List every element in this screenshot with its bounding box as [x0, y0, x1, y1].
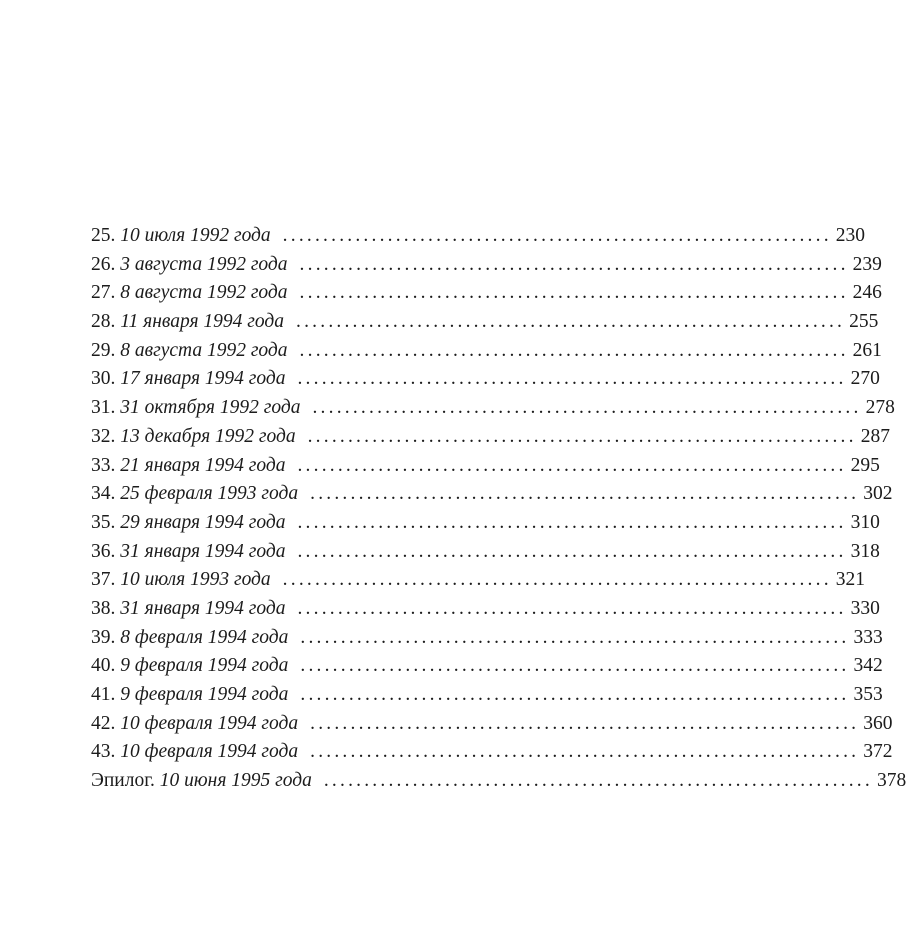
toc-entry-label: [91, 538, 285, 567]
toc-entry-title: 29 января 1994 года: [120, 511, 286, 533]
toc-entry-page: 360: [863, 712, 893, 734]
toc-entry-title: 21 января 1994 года: [120, 454, 286, 476]
toc-entry-title: 10 июля 1993 года: [120, 569, 271, 591]
toc-entry-page: 378: [876, 770, 906, 792]
dot-leader: ....................................................................: [299, 253, 849, 275]
toc-entry-number: 36.: [91, 540, 116, 562]
toc-entry-number: 30.: [91, 368, 116, 390]
dot-leader: ....................................................................: [307, 425, 857, 447]
toc-entry: [91, 337, 882, 366]
toc-entry: [91, 681, 883, 710]
toc-entry-page: 321: [835, 569, 866, 591]
toc-entry-page: 333: [853, 626, 883, 648]
toc-entry-title: 3 августа 1992 года: [120, 253, 288, 275]
toc-entry-page: 353: [853, 684, 883, 705]
toc-entry-number: 40.: [91, 655, 116, 677]
toc-entry-label: [91, 738, 298, 767]
toc-entry-number: 34.: [91, 483, 116, 505]
toc-entry-page: 372: [863, 741, 893, 763]
toc-entry-label: [91, 423, 296, 452]
toc-entry-number: 41.: [91, 684, 116, 705]
toc-entry-number: 28.: [91, 311, 116, 333]
toc-entry-title: 10 июля 1992 года: [120, 225, 271, 246]
toc-entry-number: 43.: [91, 741, 116, 763]
toc-entry-number: 26.: [91, 253, 116, 275]
toc-entry-label: [91, 509, 285, 538]
toc-entry-number: 42.: [91, 712, 116, 734]
dot-leader: ....................................................................: [310, 712, 860, 734]
toc-entry-page: 295: [850, 454, 880, 476]
toc-entry: [91, 738, 893, 767]
toc-entry: [91, 251, 882, 280]
toc-entry-label: [91, 480, 298, 509]
toc-entry-label: [91, 710, 298, 739]
toc-entry-title: 17 января 1994 года: [120, 368, 286, 390]
toc-entry-title: 10 февраля 1994 года: [120, 741, 299, 763]
toc-entry-page: 255: [849, 311, 879, 333]
toc-entry: [91, 509, 880, 538]
toc-entry-label: [91, 251, 288, 280]
toc-entry: [91, 452, 880, 481]
dot-leader: ....................................................................: [323, 770, 873, 792]
toc-entry-title: 9 февраля 1994 года: [120, 655, 289, 677]
dot-leader: ....................................................................: [297, 511, 847, 533]
toc-entry-page: 270: [850, 368, 880, 390]
toc-entry: [91, 595, 880, 624]
toc-entry-page: 278: [865, 397, 895, 419]
toc-entry-page: 302: [863, 483, 893, 505]
dot-leader: ....................................................................: [299, 282, 849, 304]
toc-entry-number: 33.: [91, 454, 116, 476]
toc-entry-title: 10 июня 1995 года: [159, 770, 312, 792]
toc-entry-label: [91, 624, 288, 653]
dot-leader: ....................................................................: [310, 483, 860, 505]
toc-entry-number: 27.: [91, 282, 116, 304]
toc-entry-number: 38.: [91, 597, 116, 619]
toc-entry-title: 9 февраля 1994 года: [120, 684, 289, 705]
toc-entry: [91, 566, 866, 595]
toc-entry-label: [91, 222, 271, 251]
toc-entry-title: 25 февраля 1993 года: [120, 483, 299, 505]
dot-leader: ....................................................................: [299, 339, 849, 361]
toc-entry-page: 287: [860, 425, 890, 447]
dot-leader: ....................................................................: [300, 684, 850, 705]
toc-entry-title: 8 августа 1992 года: [120, 339, 288, 361]
dot-leader: ....................................................................: [296, 311, 846, 333]
toc-entry-label: [91, 681, 288, 710]
toc-entry: [91, 222, 866, 251]
dot-leader: ....................................................................: [312, 397, 862, 419]
toc-entry-label: [91, 279, 288, 308]
toc-entry: [91, 538, 880, 567]
toc-entry-number: 37.: [91, 569, 116, 591]
toc-entry-label: [91, 365, 285, 394]
toc-entry-title: 31 января 1994 года: [120, 597, 286, 619]
toc-entry: [91, 423, 890, 452]
toc-entry-label: [91, 566, 271, 595]
toc-entry-page: 342: [853, 655, 883, 677]
toc-entry-label: [91, 595, 285, 624]
toc-entry-title: 10 февраля 1994 года: [120, 712, 299, 734]
toc-entry: [91, 308, 879, 337]
toc-entry: [91, 279, 882, 308]
toc-entry-number: 39.: [91, 626, 116, 648]
toc-entry-number: 32.: [91, 425, 116, 447]
dot-leader: ....................................................................: [282, 225, 832, 246]
toc-entry-label: [91, 767, 312, 796]
toc-entry-page: 239: [852, 253, 882, 275]
toc-entry-page: 261: [852, 339, 882, 361]
dot-leader: ....................................................................: [297, 540, 847, 562]
toc-entry-label: [91, 652, 288, 681]
toc-entry: [91, 394, 895, 423]
dot-leader: ....................................................................: [282, 569, 832, 591]
toc-entry-title: 11 января 1994 года: [120, 311, 285, 333]
toc-entry: [91, 365, 880, 394]
toc-entry-page: 310: [850, 511, 880, 533]
toc-entry: [91, 710, 893, 739]
dot-leader: ....................................................................: [310, 741, 860, 763]
toc-entry-number: 29.: [91, 339, 116, 361]
toc-entry-number: Эпилог.: [91, 770, 155, 792]
table-of-contents: [91, 222, 906, 796]
toc-entry-number: 35.: [91, 511, 116, 533]
toc-entry-title: 13 декабря 1992 года: [120, 425, 296, 447]
toc-entry-page: 318: [850, 540, 880, 562]
toc-entry: [91, 480, 893, 509]
toc-entry-label: [91, 394, 300, 423]
toc-entry: [91, 652, 883, 681]
dot-leader: ....................................................................: [297, 454, 847, 476]
toc-entry-title: 31 января 1994 года: [120, 540, 286, 562]
dot-leader: ....................................................................: [297, 368, 847, 390]
toc-entry-number: 25.: [91, 225, 116, 246]
toc-entry-page: 230: [835, 225, 866, 246]
dot-leader: ....................................................................: [297, 597, 847, 619]
toc-entry: [91, 624, 883, 653]
toc-entry-label: [91, 452, 285, 481]
toc-entry-title: 31 октября 1992 года: [120, 397, 301, 419]
toc-entry-page: 246: [852, 282, 882, 304]
toc-entry-label: [91, 308, 284, 337]
dot-leader: ....................................................................: [300, 655, 850, 677]
toc-entry-page: 330: [850, 597, 880, 619]
toc-entry-epilogue: [91, 767, 906, 796]
toc-entry-number: 31.: [91, 397, 116, 419]
toc-entry-title: 8 августа 1992 года: [120, 282, 288, 304]
dot-leader: ....................................................................: [300, 626, 850, 648]
toc-entry-title: 8 февраля 1994 года: [120, 626, 289, 648]
toc-entry-label: [91, 337, 288, 366]
